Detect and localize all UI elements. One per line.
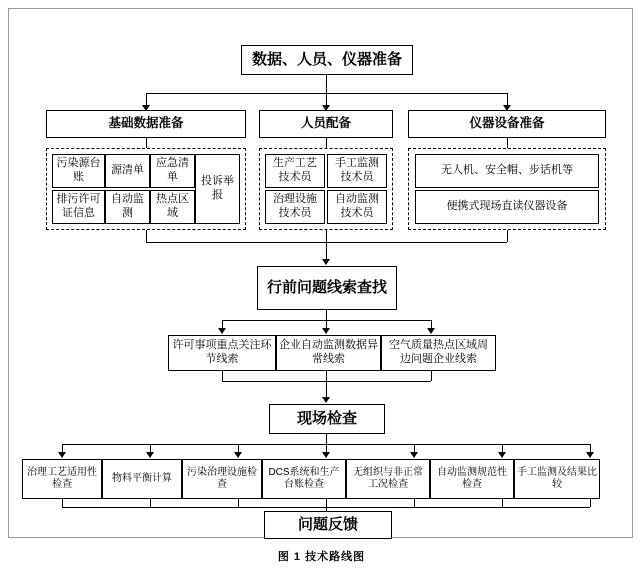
cell-emergency-list-label: 应急清单 [156, 157, 189, 183]
node-staffing-label: 人员配备 [300, 116, 351, 131]
connector-r6-out [502, 499, 503, 507]
node-inspect-auto-monitor-compliance [430, 459, 514, 499]
arrow-row7-3 [234, 452, 242, 458]
cell-portable-reader [415, 190, 599, 224]
connector-g1-out [146, 230, 147, 242]
node-instrument-prep-label: 仪器设备准备 [469, 116, 545, 131]
cell-auto-monitor-engineer [327, 190, 387, 224]
cell-process-engineer-label: 生产工艺技术员 [273, 157, 317, 183]
arrow-row7-2 [146, 452, 154, 458]
node-clue-permit [168, 335, 276, 371]
cell-treatment-facility-engineer-label: 治理设施技术员 [273, 193, 317, 219]
figure-caption: 图 1 技术路线图 [277, 551, 366, 563]
node-inspect-fugitive-abnormal [346, 459, 430, 499]
node-clue-permit-label: 许可事项重点关注环节线索 [172, 339, 272, 365]
connector-r3-out [238, 499, 239, 507]
node-inspect-dcs-ledger-label: DCS系统和生产台账检查 [268, 466, 340, 490]
connector-g2-out [326, 230, 327, 242]
connector-instr-down [507, 138, 508, 148]
connector-row7-5 [414, 444, 415, 452]
node-basic-data [46, 110, 246, 138]
node-problem-feedback-label: 问题反馈 [297, 515, 358, 533]
connector-cluerow-r [431, 320, 432, 328]
connector-row7-4 [326, 444, 327, 452]
arrow-cluerow-m [322, 328, 330, 334]
cell-portable-reader-label: 便携式现场直读仪器设备 [446, 200, 568, 213]
cell-auto-monitor [105, 190, 150, 224]
node-clue-air-hotspot-label: 空气质量热点区域周边问题企业线索 [389, 339, 488, 365]
cell-auto-monitor-engineer-label: 自动监测技术员 [335, 193, 379, 219]
connector-clue-down [326, 310, 327, 320]
node-inspect-auto-monitor-compliance-label: 自动监测规范性检查 [437, 466, 507, 490]
node-staffing [259, 110, 393, 138]
connector-r1-out [62, 499, 63, 507]
node-clue-finding [257, 266, 397, 310]
connector-row7-1 [62, 444, 63, 452]
cell-source-list-label: 源清单 [111, 164, 144, 177]
connector-title-down [326, 75, 327, 93]
connector-level2-left [146, 93, 147, 105]
connector-cluerow-m [326, 320, 327, 328]
cell-hotspot-area [150, 190, 195, 224]
connector-level2-right [507, 93, 508, 105]
node-inspect-process-suitability [22, 459, 102, 499]
node-clue-auto-data [276, 335, 381, 371]
connector-r2-out [150, 499, 151, 507]
node-inspect-material-balance [102, 459, 182, 499]
connector-cr3-out [431, 371, 432, 381]
connector-level2-mid [326, 93, 327, 105]
cell-pollution-ledger-label: 污染源台账 [56, 157, 101, 183]
node-title [241, 45, 413, 75]
node-inspect-treatment-facility [182, 459, 262, 499]
node-inspect-fugitive-abnormal-label: 无组织与非正常工况检查 [353, 466, 423, 490]
node-inspect-process-suitability-label: 治理工艺适用性检查 [27, 466, 97, 490]
node-problem-feedback [264, 511, 392, 539]
connector-cr1-out [222, 371, 223, 381]
connector-row7-2 [150, 444, 151, 452]
connector-row7-3 [238, 444, 239, 452]
connector-g3-out [507, 230, 508, 242]
node-inspect-manual-compare [514, 459, 600, 499]
diagram-frame [8, 8, 633, 538]
connector-merge-down [326, 242, 327, 259]
arrow-row7-7 [586, 452, 594, 458]
arrow-to-clue [322, 259, 330, 265]
arrow-cluerow-l [218, 328, 226, 334]
arrow-cluerow-r [427, 328, 435, 334]
arrow-row7-6 [498, 452, 506, 458]
connector-r4-out [326, 499, 327, 507]
connector-inspect-out [326, 434, 327, 444]
node-instrument-prep [408, 110, 606, 138]
node-onsite-inspection-label: 现场检查 [296, 409, 357, 427]
cell-source-list [105, 154, 150, 188]
cell-complaint-report-label: 投诉举报 [201, 175, 234, 201]
cell-complaint-report [195, 154, 240, 224]
node-basic-data-label: 基础数据准备 [108, 116, 184, 131]
node-clue-auto-data-label: 企业自动监测数据异常线索 [279, 339, 378, 365]
cell-pollution-ledger [52, 154, 105, 188]
connector-row7-6 [502, 444, 503, 452]
connector-staff-down [326, 138, 327, 148]
cell-drone-helmet-radio [415, 154, 599, 188]
connector-cluerow-l [222, 320, 223, 328]
arrow-row7-1 [58, 452, 66, 458]
connector-r5-out [414, 499, 415, 507]
connector-basic-down [146, 138, 147, 148]
cell-auto-monitor-label: 自动监测 [111, 193, 144, 219]
connector-r7-out [590, 499, 591, 507]
cell-emergency-list [150, 154, 195, 188]
cell-manual-monitor-engineer [327, 154, 387, 188]
node-inspect-treatment-facility-label: 污染治理设施检查 [187, 466, 257, 490]
cell-drone-helmet-radio-label: 无人机、安全帽、步话机等 [441, 164, 573, 177]
cell-hotspot-area-label: 热点区域 [156, 193, 189, 219]
node-title-label: 数据、人员、仪器准备 [251, 50, 402, 68]
connector-row7-7 [590, 444, 591, 452]
node-inspect-material-balance-label: 物料平衡计算 [112, 472, 172, 484]
connector-inspect-down [326, 381, 327, 397]
cell-manual-monitor-engineer-label: 手工监测技术员 [335, 157, 379, 183]
arrow-row7-5 [410, 452, 418, 458]
arrow-row7-4 [322, 452, 330, 458]
node-inspect-dcs-ledger [262, 459, 346, 499]
arrow-to-inspect [322, 397, 330, 403]
node-clue-air-hotspot [381, 335, 496, 371]
cell-treatment-facility-engineer [265, 190, 325, 224]
node-clue-finding-label: 行前问题线索查找 [266, 278, 387, 296]
cell-permit-info-label: 排污许可证信息 [56, 193, 101, 219]
connector-cr2-out [326, 371, 327, 381]
node-onsite-inspection [269, 404, 385, 434]
cell-process-engineer [265, 154, 325, 188]
node-inspect-manual-compare-label: 手工监测及结果比较 [517, 466, 597, 490]
cell-permit-info [52, 190, 105, 224]
